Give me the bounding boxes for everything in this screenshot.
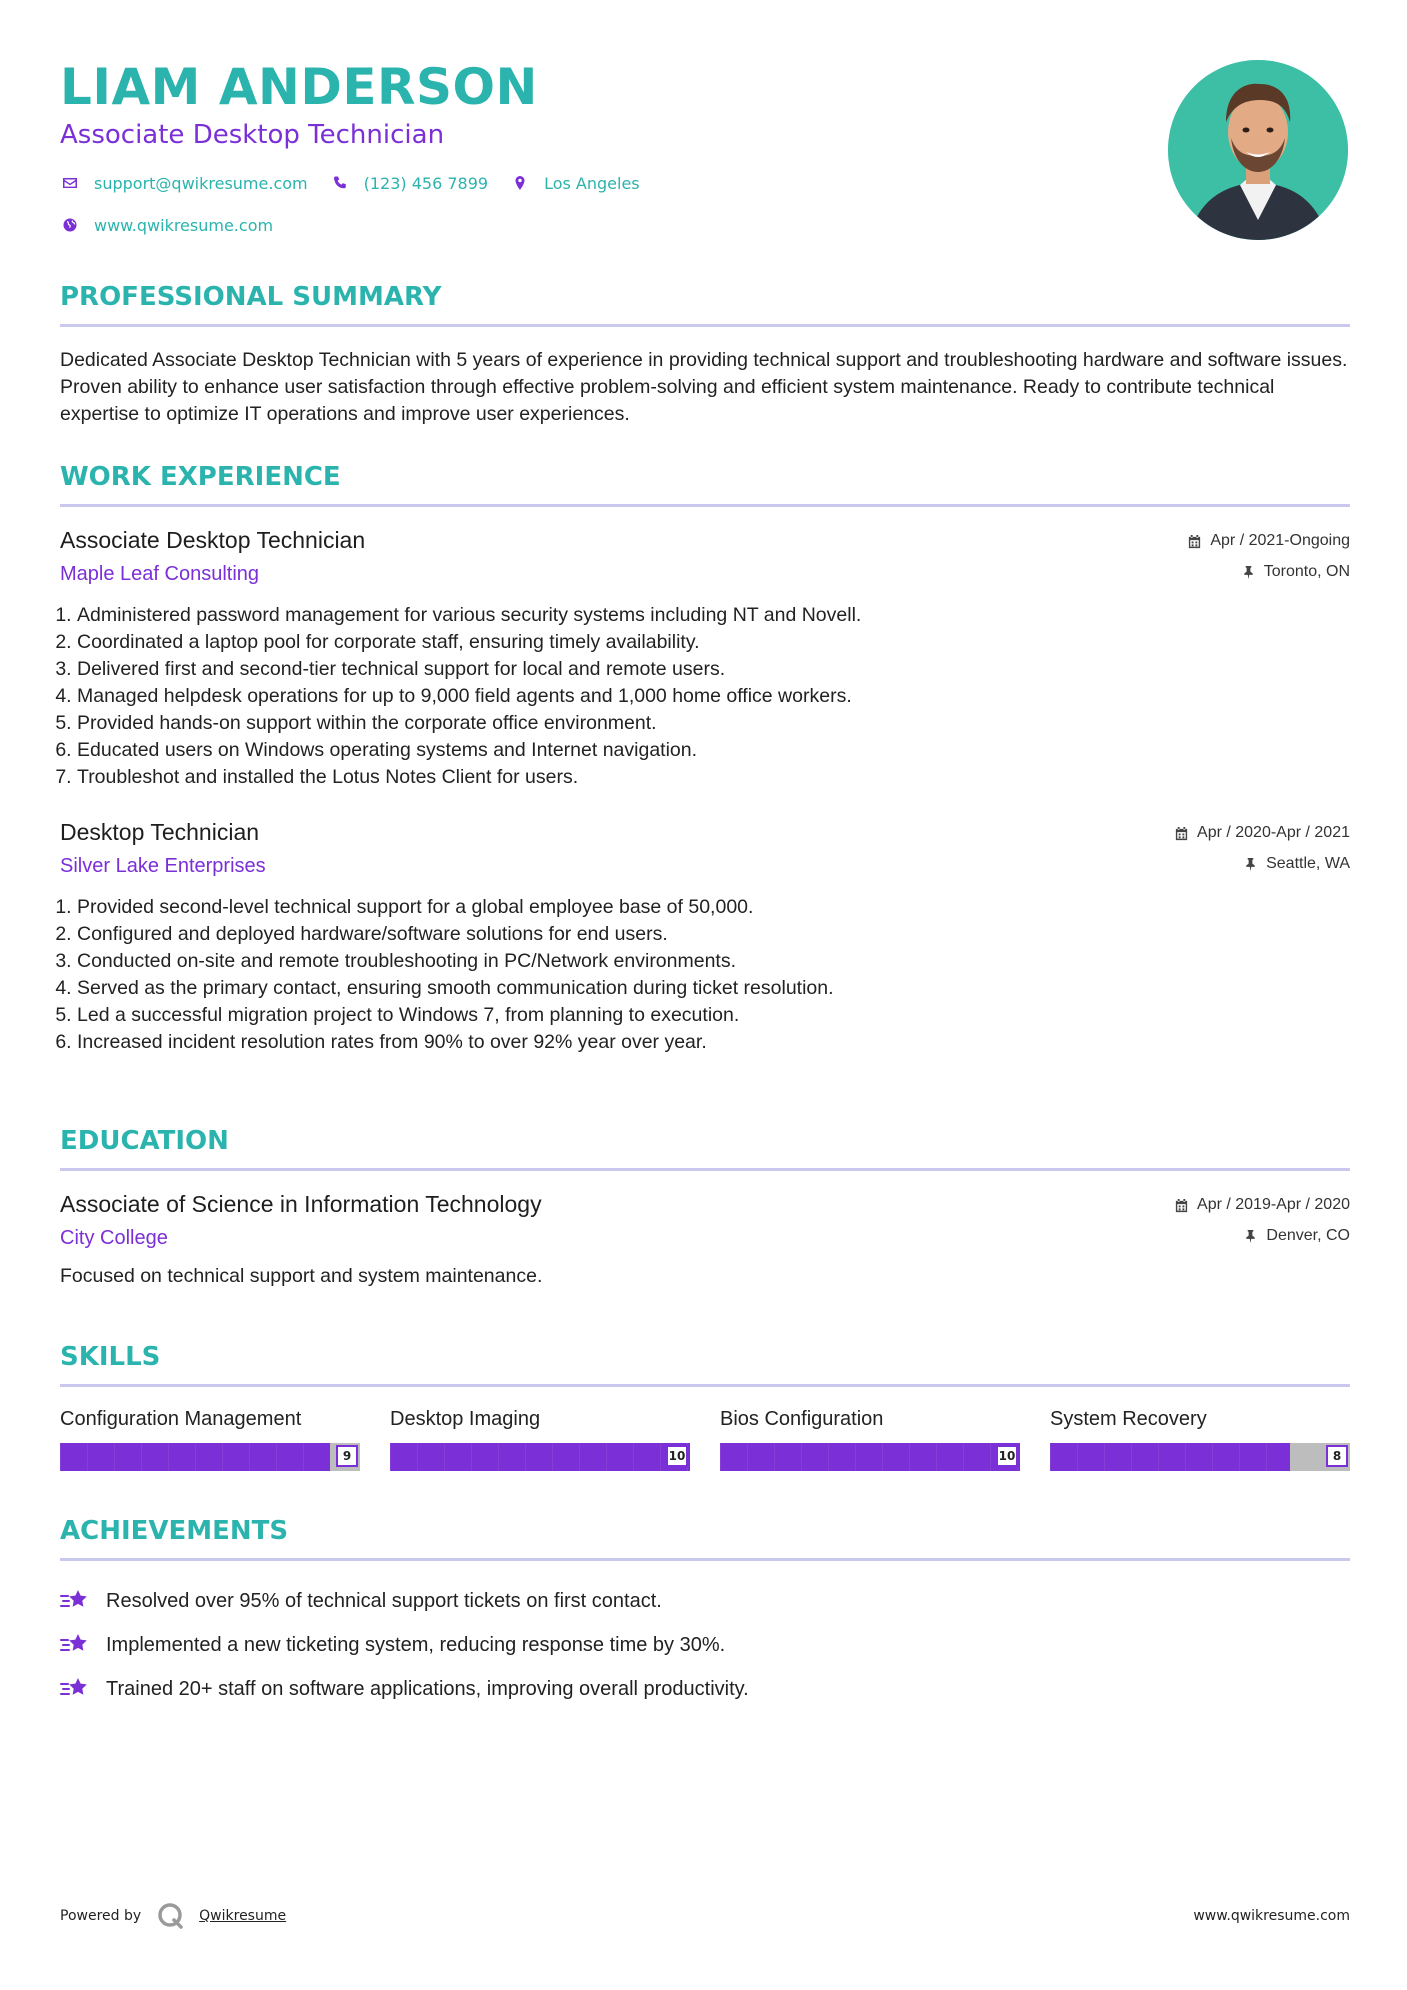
calendar-icon	[1174, 826, 1189, 841]
education-meta	[1174, 1193, 1350, 1255]
section-divider	[60, 1558, 1350, 1561]
pushpin-icon	[1243, 1229, 1258, 1244]
list-item: 5. Led a successful migration project to Windows 7, from planning to execution.	[77, 1002, 1350, 1029]
skill-item	[390, 1405, 690, 1471]
location-text: Los Angeles	[544, 173, 640, 193]
skill-bar-fill	[1050, 1443, 1290, 1471]
job-entry	[60, 817, 1350, 1056]
job-date-text: Apr / 2020-Apr / 2021	[1197, 824, 1350, 841]
contact-website[interactable]	[60, 215, 273, 235]
section-divider	[60, 1384, 1350, 1387]
education-description: Focused on technical support and system maintenance.	[60, 1265, 543, 1287]
list-item	[60, 1579, 1350, 1623]
list-item: 3. Conducted on-site and remote troubleshooting in PC/Network environments.	[77, 948, 1350, 975]
contact-row-primary	[60, 173, 662, 193]
achievements-section	[60, 1514, 1350, 1711]
qwikresume-link[interactable]: Qwikresume	[199, 1908, 287, 1924]
education-location-text: Denver, CO	[1266, 1227, 1350, 1244]
phone-text: (123) 456 7899	[363, 173, 489, 193]
skill-bar-fill	[60, 1443, 330, 1471]
experience-section	[60, 460, 1350, 1056]
qwikresume-logo-icon	[157, 1902, 185, 1930]
skill-bar	[1050, 1443, 1350, 1471]
job-location	[1187, 560, 1350, 584]
job-meta	[1174, 821, 1350, 883]
candidate-role: Associate Desktop Technician	[60, 120, 445, 150]
section-divider	[60, 504, 1350, 507]
email-text: support@qwikresume.com	[94, 173, 308, 193]
job-date	[1187, 529, 1350, 553]
job-duties-list	[60, 894, 1350, 1056]
school-name: City College	[60, 1227, 168, 1249]
job-date-text: Apr / 2021-Ongoing	[1210, 532, 1350, 549]
skills-grid	[60, 1405, 1350, 1471]
job-title: Associate Desktop Technician	[60, 527, 366, 553]
job-location-text: Seattle, WA	[1266, 855, 1350, 872]
skill-item	[720, 1405, 1020, 1471]
calendar-icon	[1174, 1198, 1189, 1213]
powered-by-label: Powered by	[60, 1908, 142, 1924]
skill-bar	[60, 1443, 360, 1471]
education-location	[1174, 1224, 1350, 1248]
website-text: www.qwikresume.com	[94, 215, 274, 235]
list-item: 7. Troubleshot and installed the Lotus Notes Client for users.	[77, 764, 1350, 791]
education-date	[1174, 1193, 1350, 1217]
pushpin-icon	[1243, 857, 1258, 872]
achievements-list	[60, 1579, 1350, 1711]
envelope-icon	[60, 173, 80, 193]
footer	[60, 1896, 1350, 1936]
skill-name: Configuration Management	[60, 1408, 302, 1430]
achievements-heading: ACHIEVEMENTS	[60, 1516, 289, 1546]
list-item: 3. Delivered first and second-tier technical support for local and remote users.	[77, 656, 1350, 683]
education-section	[60, 1124, 1350, 1290]
degree-title: Associate of Science in Information Technology	[60, 1191, 542, 1217]
shooting-star-icon	[60, 1631, 90, 1659]
resume-page	[60, 0, 1350, 1990]
job-duties-list	[60, 602, 1350, 791]
footer-powered-by	[60, 1902, 286, 1930]
shooting-star-icon	[60, 1675, 90, 1703]
list-item	[60, 1623, 1350, 1667]
job-meta	[1187, 529, 1350, 591]
job-title: Desktop Technician	[60, 819, 260, 845]
profile-portrait-illustration	[1168, 60, 1348, 240]
footer-site-link[interactable]: www.qwikresume.com	[1193, 1908, 1350, 1924]
phone-icon	[330, 173, 350, 193]
section-divider	[60, 1168, 1350, 1171]
shooting-star-icon	[60, 1587, 90, 1615]
job-entry	[60, 525, 1350, 791]
achievement-text: Resolved over 95% of technical support tickets on first contact.	[106, 1589, 662, 1612]
education-heading: EDUCATION	[60, 1126, 229, 1156]
job-company: Silver Lake Enterprises	[60, 855, 266, 877]
skill-item	[60, 1405, 360, 1471]
achievement-text: Implemented a new ticketing system, reducing response time by 30%.	[106, 1633, 726, 1656]
list-item: 4. Served as the primary contact, ensuring smooth communication during ticket resolution.	[77, 975, 1350, 1002]
list-item: 2. Configured and deployed hardware/software solutions for end users.	[77, 921, 1350, 948]
skill-item	[1050, 1405, 1350, 1471]
skill-level: 8	[1326, 1445, 1348, 1467]
pushpin-icon	[1241, 565, 1256, 580]
map-pin-icon	[510, 173, 530, 193]
skill-bar	[390, 1443, 690, 1471]
profile-photo	[1168, 60, 1348, 240]
skill-bar-fill	[720, 1443, 1020, 1471]
calendar-icon	[1187, 534, 1202, 549]
summary-text: Dedicated Associate Desktop Technician with 5 years of experience in providing technical support and troubleshooting hardware and software issues. Proven ability to enhance user satisfaction through effective problem-solving and efficient system maintenance. Ready to contribute technical expertise to optimize IT operations and improve user experiences.	[60, 349, 1348, 425]
job-date	[1174, 821, 1350, 845]
skill-name: System Recovery	[1050, 1408, 1207, 1430]
education-entry	[60, 1189, 1350, 1290]
contact-location	[510, 173, 640, 193]
contact-row-secondary	[60, 215, 295, 235]
skill-bar	[720, 1443, 1020, 1471]
education-date-text: Apr / 2019-Apr / 2020	[1197, 1196, 1350, 1213]
contact-phone[interactable]	[330, 173, 488, 193]
job-location-text: Toronto, ON	[1263, 563, 1350, 580]
list-item: 6. Increased incident resolution rates from 90% to over 92% year over year.	[77, 1029, 1350, 1056]
summary-section	[60, 280, 1350, 428]
skill-name: Bios Configuration	[720, 1408, 884, 1430]
list-item: 2. Coordinated a laptop pool for corporate staff, ensuring timely availability.	[77, 629, 1350, 656]
section-divider	[60, 324, 1350, 327]
skills-heading: SKILLS	[60, 1342, 161, 1372]
job-company: Maple Leaf Consulting	[60, 563, 260, 585]
list-item: 6. Educated users on Windows operating systems and Internet navigation.	[77, 737, 1350, 764]
achievement-text: Trained 20+ staff on software applications, improving overall productivity.	[106, 1677, 749, 1700]
list-item	[60, 1667, 1350, 1711]
list-item: 1. Administered password management for various security systems including NT and Novell.	[77, 602, 1350, 629]
list-item: 4. Managed helpdesk operations for up to 9,000 field agents and 1,000 home office workers.	[77, 683, 1350, 710]
list-item: 1. Provided second-level technical support for a global employee base of 50,000.	[77, 894, 1350, 921]
skill-level: 10	[666, 1445, 688, 1467]
list-item: 5. Provided hands-on support within the corporate office environment.	[77, 710, 1350, 737]
skill-bar-fill	[390, 1443, 690, 1471]
skill-name: Desktop Imaging	[390, 1408, 541, 1430]
contact-email[interactable]	[60, 173, 308, 193]
candidate-name: LIAM ANDERSON	[60, 58, 538, 116]
skill-level: 9	[336, 1445, 358, 1467]
job-location	[1174, 852, 1350, 876]
skills-section	[60, 1340, 1350, 1471]
experience-heading: WORK EXPERIENCE	[60, 462, 341, 492]
globe-icon	[60, 215, 80, 235]
summary-heading: PROFESSIONAL SUMMARY	[60, 282, 442, 312]
skill-level: 10	[996, 1445, 1018, 1467]
